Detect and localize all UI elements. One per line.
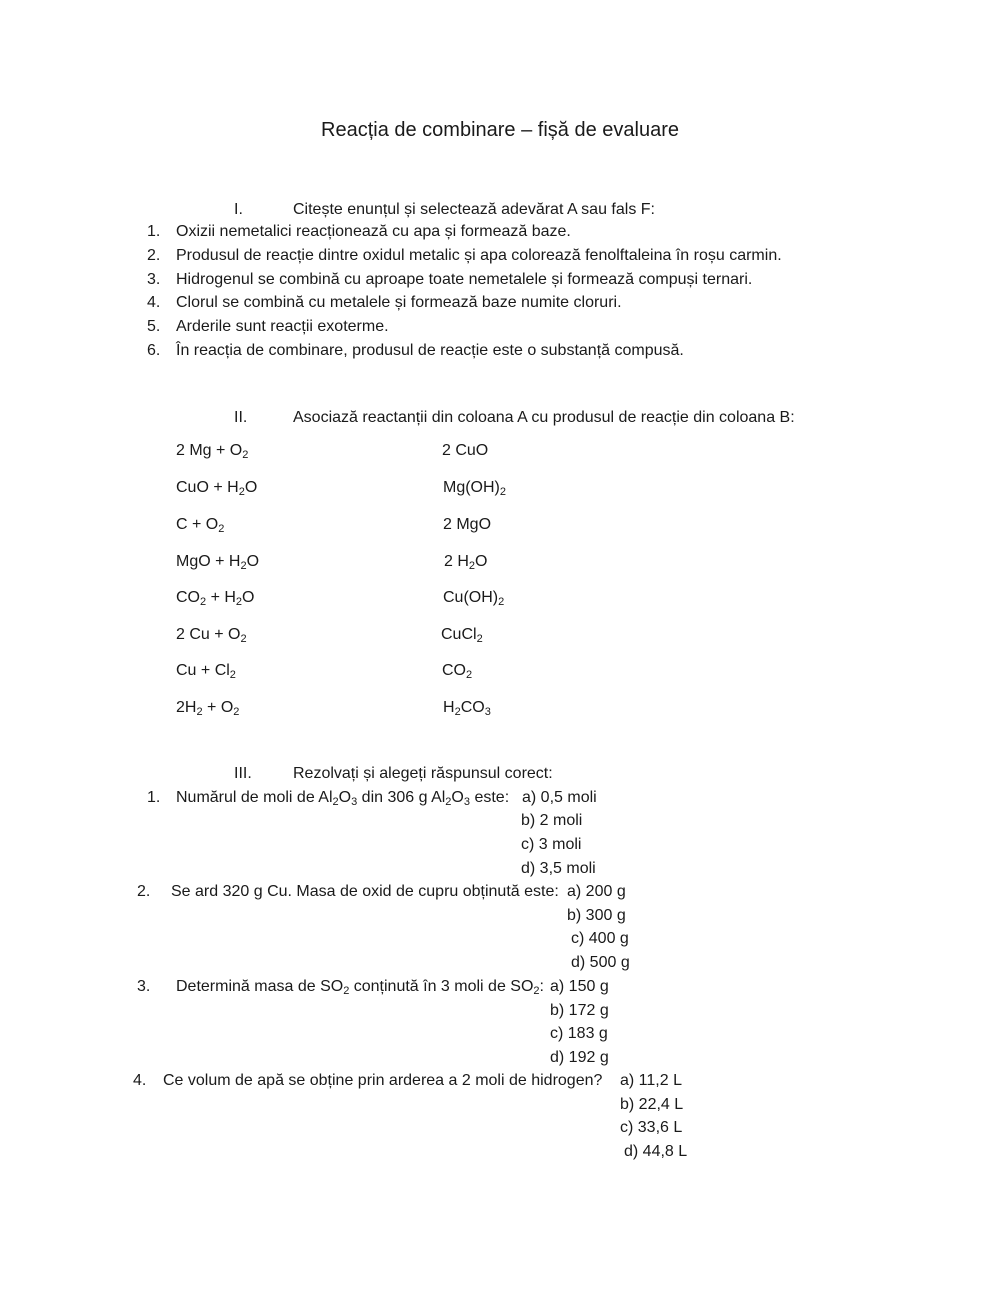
question-number: 2. <box>137 883 151 900</box>
reactant-item: MgO + $H_2O$ <box>176 553 260 572</box>
answer-option[interactable]: a) 200 g <box>567 883 626 900</box>
reactant-item: 2 $Mg + O_2$ <box>176 442 249 461</box>
answer-option[interactable]: d) 192 g <box>550 1049 609 1066</box>
reactant-item: $C + O_2$ <box>176 516 225 535</box>
page-title: Reacția de combinare – fișă de evaluare <box>321 119 679 141</box>
question-text: Numărul de moli de $Al_2O_3$ din 306 g $Al_2O_3$ este: <box>176 789 510 808</box>
answer-option[interactable]: a) 0,5 moli <box>522 789 597 806</box>
section-2-number: II. <box>234 409 248 426</box>
section-3-heading: Rezolvați și alegeți răspunsul corect: <box>293 765 553 782</box>
product-item: CuCl$_2$ <box>441 626 483 645</box>
list-item-number: 5. <box>147 318 161 335</box>
answer-option[interactable]: a) 150 g <box>550 978 609 995</box>
reactant-item: 2 $Cu + O_2$ <box>176 626 247 645</box>
section-2-heading: Asociază reactanții din coloana A cu produsul de reacție din coloana B: <box>293 409 795 426</box>
product-item: 2 CuO <box>442 442 489 459</box>
product-item: 2 MgO <box>443 516 492 533</box>
question-number: 1. <box>147 789 161 806</box>
list-item: În reacția de combinare, produsul de reacție este o substanță compusă. <box>176 342 684 359</box>
answer-option[interactable]: b) 172 g <box>550 1002 609 1019</box>
question-number: 3. <box>137 978 151 995</box>
reactant-item: $CO_2 + H_2O$ <box>176 589 255 608</box>
section-3-number: III. <box>234 765 252 782</box>
question-text: Ce volum de apă se obține prin arderea a 2 moli de hidrogen? <box>163 1072 603 1089</box>
product-item: $CO_2$ <box>442 662 473 681</box>
list-item-number: 3. <box>147 271 161 288</box>
product-item: $Mg(OH)_2$ <box>443 479 507 498</box>
list-item-number: 2. <box>147 247 161 264</box>
list-item: Oxizii nemetalici reacționează cu apa și formează baze. <box>176 223 571 240</box>
list-item: Arderile sunt reacții exoterme. <box>176 318 389 335</box>
list-item-number: 6. <box>147 342 161 359</box>
reactant-item: $Cu + Cl_2$ <box>176 662 236 681</box>
answer-option[interactable]: c) 183 g <box>550 1025 608 1042</box>
answer-option[interactable]: b) 300 g <box>567 907 626 924</box>
reactant-item: $2H_2 + O_2$ <box>176 699 240 718</box>
list-item: Produsul de reacție dintre oxidul metalic și apa colorează fenolftaleina în roșu carmin. <box>176 247 782 264</box>
reactant-item: CuO + $H_2O$ <box>176 479 258 498</box>
answer-option[interactable]: a) 11,2 L <box>620 1072 682 1089</box>
list-item-number: 1. <box>147 223 161 240</box>
answer-option[interactable]: b) 2 moli <box>521 812 583 829</box>
list-item: Hidrogenul se combină cu aproape toate nemetalele și formează compuși ternari. <box>176 271 753 288</box>
product-item: $Cu(OH)_2$ <box>443 589 505 608</box>
list-item: Clorul se combină cu metalele și formează baze numite cloruri. <box>176 294 622 311</box>
answer-option[interactable]: c) 3 moli <box>521 836 582 853</box>
answer-option[interactable]: b) 22,4 L <box>620 1096 684 1113</box>
section-1-number: I. <box>234 201 243 218</box>
question-number: 4. <box>133 1072 147 1089</box>
answer-option[interactable]: d) 44,8 L <box>624 1143 688 1160</box>
answer-option[interactable]: d) 500 g <box>571 954 630 971</box>
product-item: $H_2CO_3$ <box>443 699 491 718</box>
answer-option[interactable]: c) 400 g <box>571 930 629 947</box>
answer-option[interactable]: c) 33,6 L <box>620 1119 683 1136</box>
section-1-heading: Citește enunțul și selectează adevărat A sau fals F: <box>293 201 655 218</box>
question-text: Determină masa de $SO_2$ conținută în 3 moli de $SO_2$: <box>176 978 544 997</box>
answer-option[interactable]: d) 3,5 moli <box>521 860 596 877</box>
product-item: 2 $H_2O$ <box>444 553 488 572</box>
list-item-number: 4. <box>147 294 161 311</box>
question-text: Se ard 320 g Cu. Masa de oxid de cupru obținută este: <box>171 883 559 900</box>
